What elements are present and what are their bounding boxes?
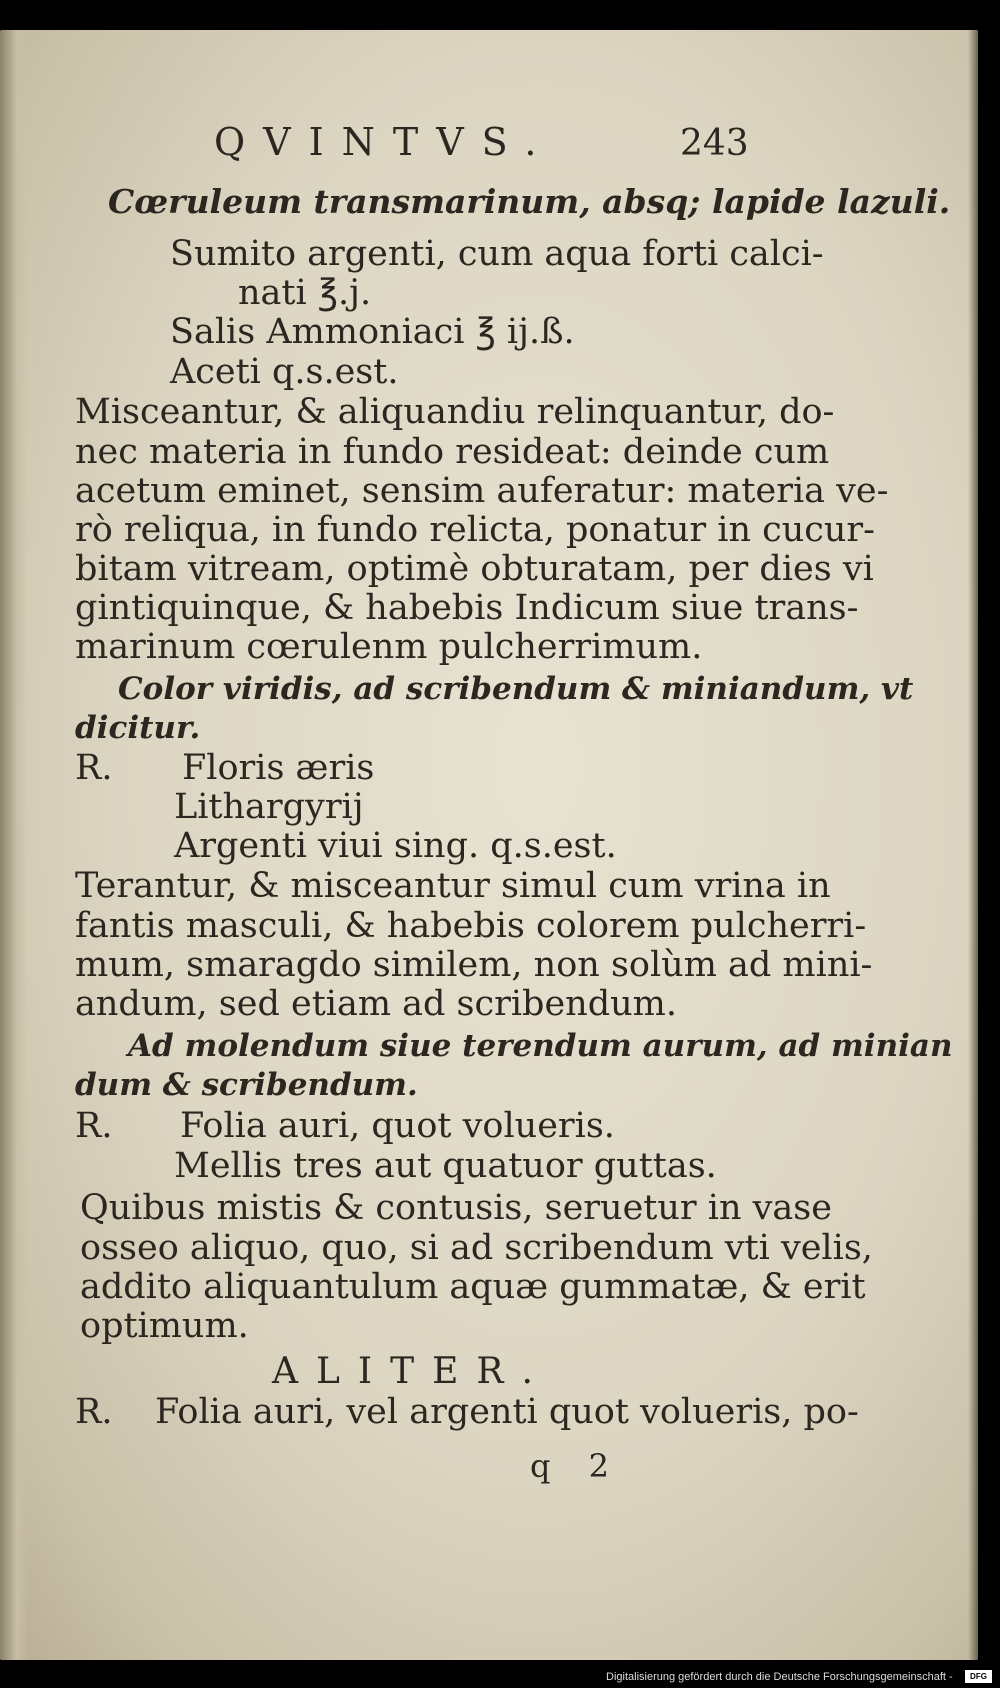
section-heading-aliter: ALITER.: [272, 1351, 551, 1392]
body-line: fantis masculi, & habebis colorem pulcherri-: [75, 906, 867, 946]
recipe-line: Aceti q.s.est.: [170, 352, 399, 392]
recipe-line: Floris æris: [182, 748, 375, 788]
section-heading: dum & scribendum.: [75, 1067, 418, 1103]
recipe-line: Mellis tres aut quatuor guttas.: [174, 1146, 717, 1186]
page-gutter-shadow: [0, 30, 28, 1660]
recipe-symbol: R.: [75, 748, 113, 788]
body-line: bitam vitream, optimè obturatam, per dies vi: [75, 549, 874, 589]
recipe-line: Lithargyrij: [174, 787, 364, 827]
signature-mark: q 2: [530, 1447, 624, 1485]
body-line: osseo aliquo, quo, si ad scribendum vti velis,: [80, 1228, 873, 1268]
body-line: Quibus mistis & contusis, seruetur in vase: [80, 1188, 832, 1228]
section-heading: dicitur.: [75, 710, 201, 746]
body-line: optimum.: [80, 1306, 249, 1346]
recipe-line: Argenti viui sing. q.s.est.: [174, 826, 617, 866]
section-heading: Cœruleum transmarinum, absq; lapide lazuli.: [108, 182, 951, 221]
body-line: marinum cœrulenm pulcherrimum.: [75, 627, 703, 667]
body-line: gintiquinque, & habebis Indicum siue trans-: [75, 588, 859, 628]
body-line: Terantur, & misceantur simul cum vrina in: [75, 866, 831, 906]
recipe-symbol: R.: [75, 1106, 113, 1146]
body-line: Misceantur, & aliquandiu relinquantur, do-: [75, 392, 835, 432]
recipe-symbol: R.: [75, 1392, 113, 1432]
body-line: nec materia in fundo resideat: deinde cum: [75, 432, 830, 472]
recipe-line: Salis Ammoniaci ℥ ij.ß.: [170, 312, 575, 352]
section-heading: Ad molendum siue terendum aurum, ad minian: [128, 1028, 953, 1064]
page-number: 243: [680, 123, 749, 164]
recipe-line: Folia auri, quot volueris.: [180, 1106, 615, 1146]
body-line: mum, smaragdo similem, non solùm ad mini-: [75, 945, 873, 985]
recipe-line: nati ℥.j.: [238, 273, 372, 313]
body-line: acetum eminet, sensim auferatur: materia ve-: [75, 471, 889, 511]
body-line: Folia auri, vel argenti quot volueris, po-: [155, 1392, 859, 1432]
section-heading: Color viridis, ad scribendum & miniandum, vt: [118, 671, 914, 707]
recipe-line: Sumito argenti, cum aqua forti calci-: [170, 234, 824, 274]
running-title: QVINTVS.: [214, 120, 555, 164]
body-line: addito aliquantulum aquæ gummatæ, & erit: [80, 1267, 866, 1307]
body-line: rò reliqua, in fundo relicta, ponatur in cucur-: [75, 510, 875, 550]
page-edge-shadow: [968, 30, 978, 1660]
book-page: [0, 30, 978, 1660]
digitization-credit: Digitalisierung gefördert durch die Deutsche Forschungsgemeinschaft -: [606, 1671, 953, 1683]
dfg-logo: DFG: [965, 1670, 992, 1683]
body-line: andum, sed etiam ad scribendum.: [75, 984, 677, 1024]
